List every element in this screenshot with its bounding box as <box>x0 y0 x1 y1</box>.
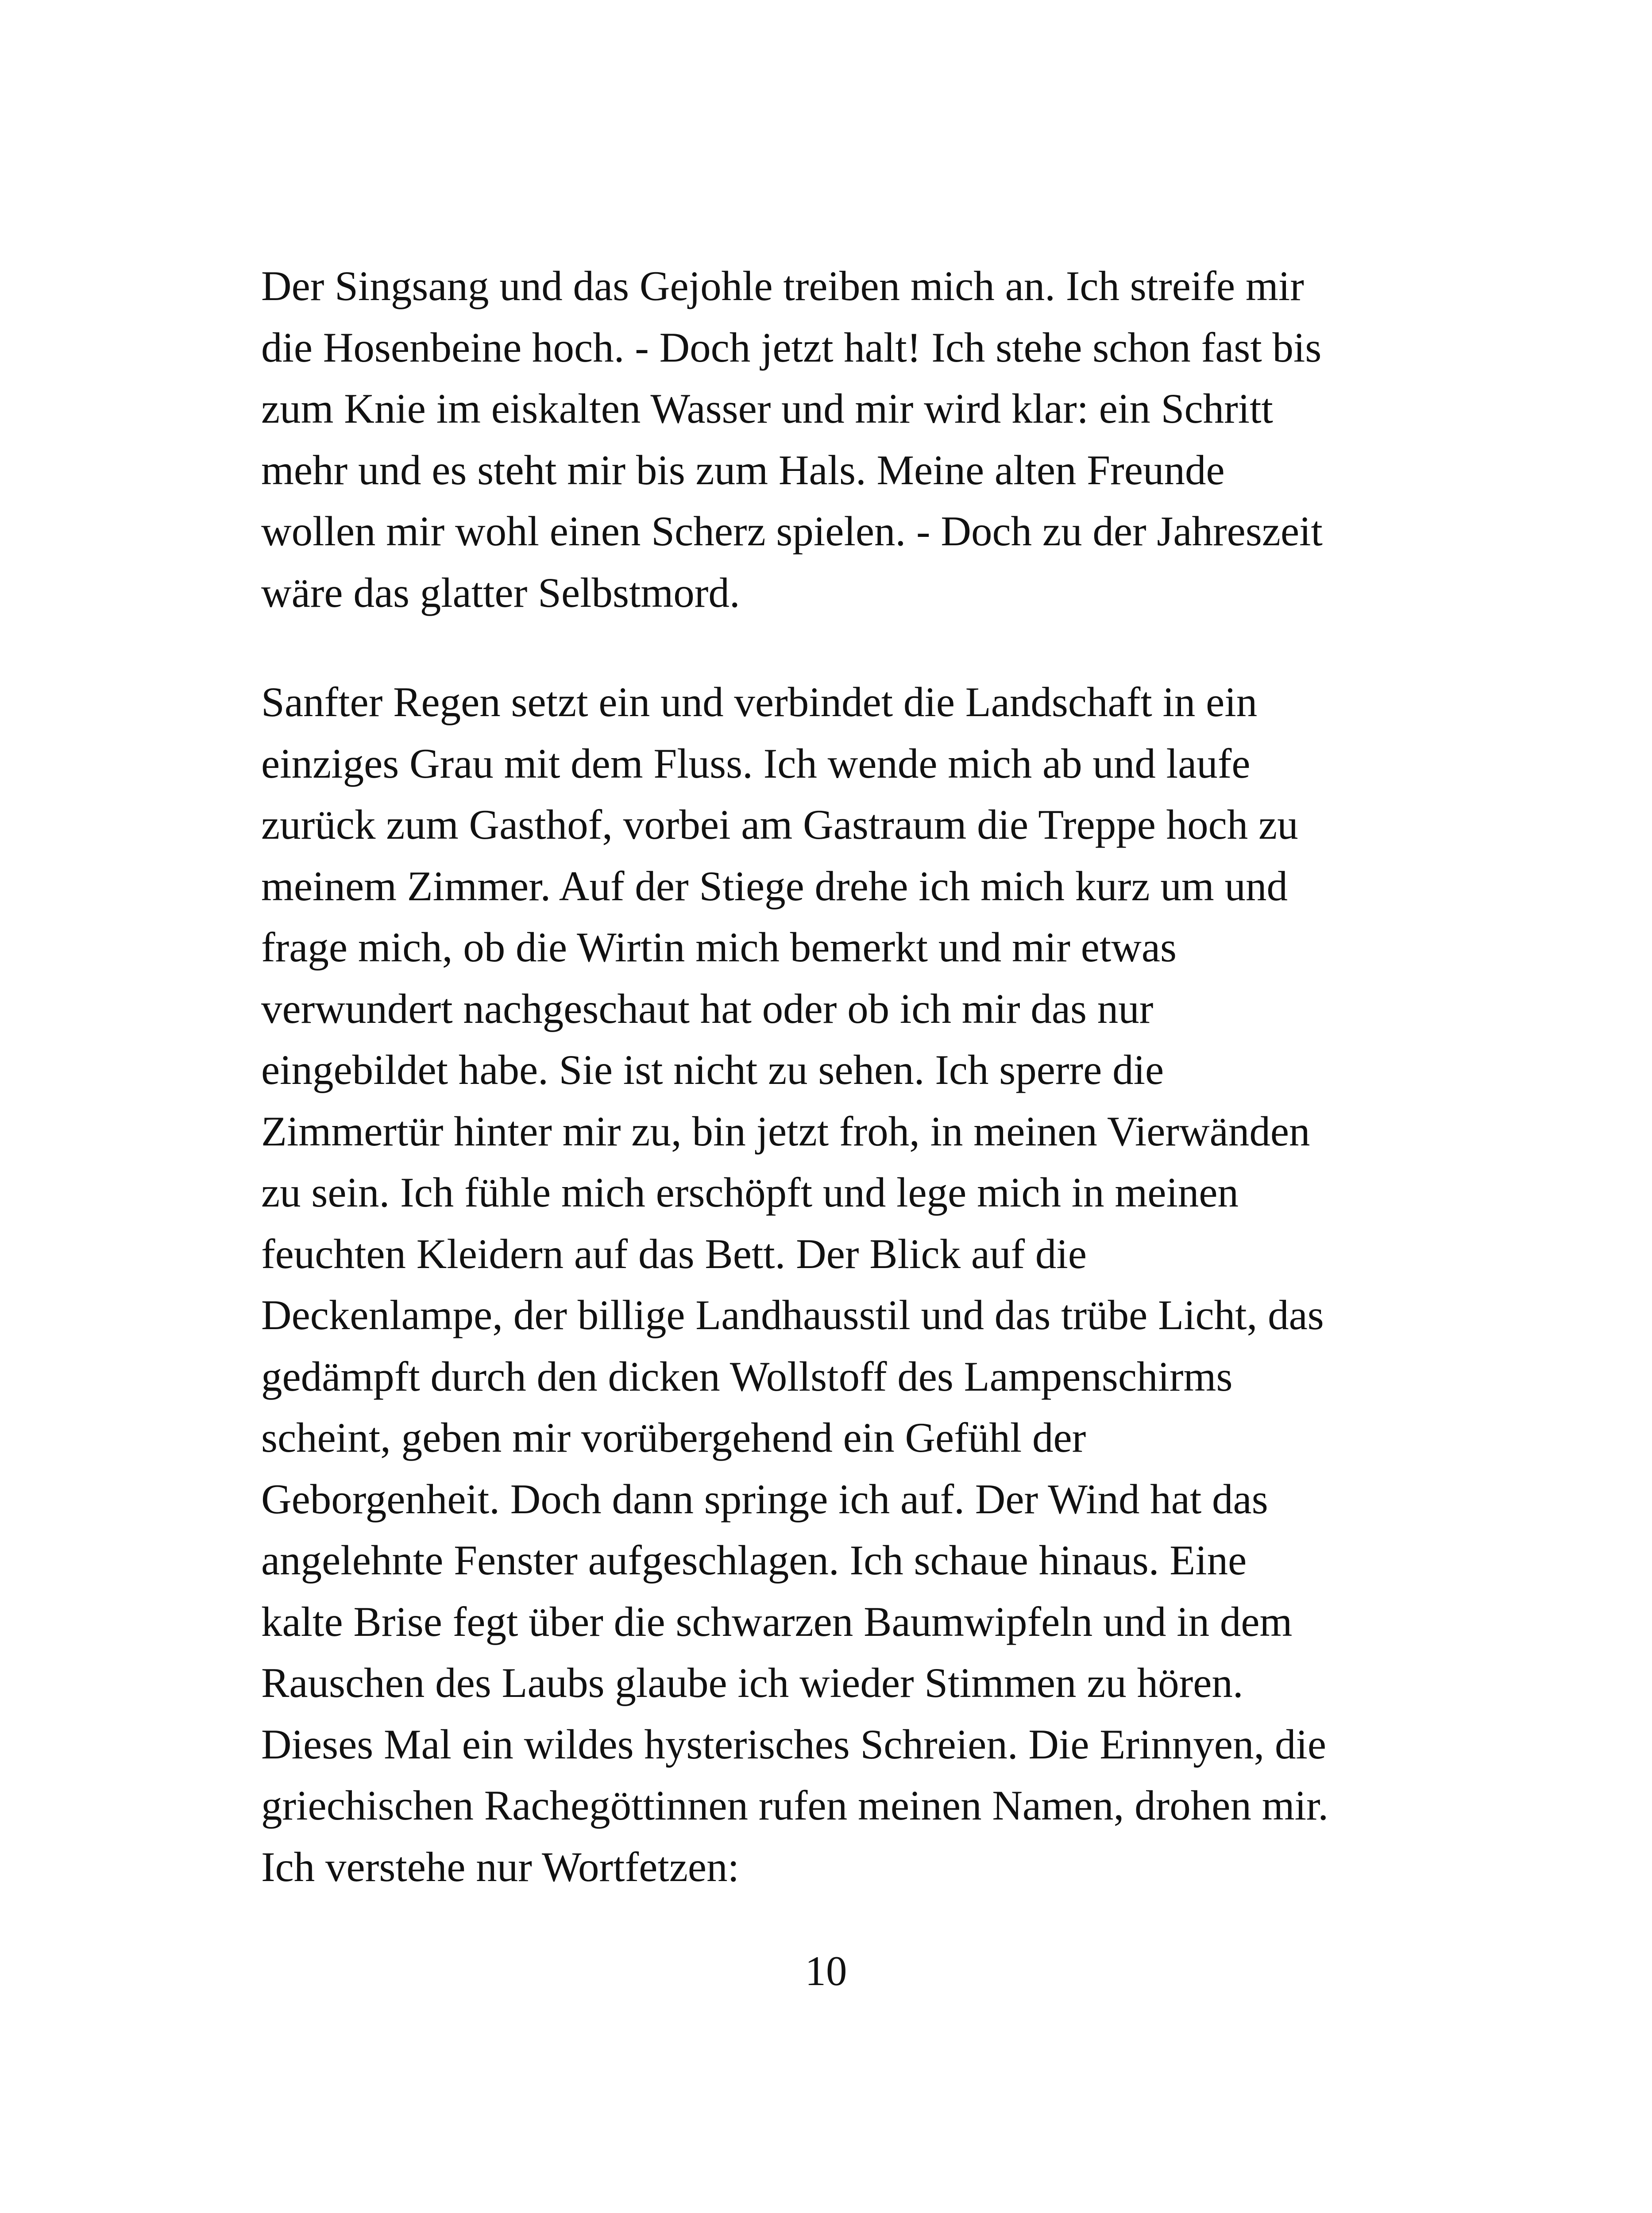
text-line: kalte Brise fegt über die schwarzen Baumwipfeln und in dem <box>261 1598 1293 1645</box>
text-line: frage mich, ob die Wirtin mich bemerkt und mir etwas <box>261 924 1177 971</box>
text-line: eingebildet habe. Sie ist nicht zu sehen. Ich sperre die <box>261 1046 1164 1093</box>
page-number: 10 <box>805 1947 847 1994</box>
text-line: mehr und es steht mir bis zum Hals. Meine alten Freunde <box>261 446 1225 493</box>
text-line: zum Knie im eiskalten Wasser und mir wird klar: ein Schritt <box>261 385 1273 432</box>
text-line: verwundert nachgeschaut hat oder ob ich mir das nur <box>261 985 1154 1032</box>
text-line: Rauschen des Laubs glaube ich wieder Stimmen zu hören. <box>261 1659 1243 1706</box>
text-line: Sanfter Regen setzt ein und verbindet die Landschaft in ein <box>261 679 1258 725</box>
paragraph-1 <box>261 255 1434 623</box>
text-line: meinem Zimmer. Auf der Stiege drehe ich mich kurz um und <box>261 862 1288 910</box>
text-line: Ich verstehe nur Wortfetzen: <box>261 1843 739 1890</box>
text-line: scheint, geben mir vorübergehend ein Gefühl der <box>261 1414 1086 1461</box>
text-line: gedämpft durch den dicken Wollstoff des Lampenschirms <box>261 1353 1233 1400</box>
text-line: zu sein. Ich fühle mich erschöpft und lege mich in meinen <box>261 1169 1239 1216</box>
text-line: einziges Grau mit dem Fluss. Ich wende mich ab und laufe <box>261 740 1251 787</box>
text-line: wäre das glatter Selbstmord. <box>261 569 740 616</box>
paragraph-2 <box>261 671 1434 1897</box>
text-line: zurück zum Gasthof, vorbei am Gastraum die Treppe hoch zu <box>261 801 1298 848</box>
text-line: griechischen Rachegöttinnen rufen meinen Namen, drohen mir. <box>261 1782 1329 1829</box>
text-line: Der Singsang und das Gejohle treiben mich an. Ich streife mir <box>261 262 1304 309</box>
text-line: Geborgenheit. Doch dann springe ich auf. Der Wind hat das <box>261 1475 1268 1523</box>
text-line: wollen mir wohl einen Scherz spielen. - Doch zu der Jahreszeit <box>261 508 1323 555</box>
text-line: Dieses Mal ein wildes hysterisches Schreien. Die Erinnyen, die <box>261 1720 1327 1768</box>
text-line: feuchten Kleidern auf das Bett. Der Blick auf die <box>261 1230 1087 1277</box>
text-line: Zimmertür hinter mir zu, bin jetzt froh, in meinen Vierwänden <box>261 1107 1310 1155</box>
text-line: die Hosenbeine hoch. - Doch jetzt halt! Ich stehe schon fast bis <box>261 324 1322 371</box>
text-line: angelehnte Fenster aufgeschlagen. Ich schaue hinaus. Eine <box>261 1537 1247 1584</box>
text-line: Deckenlampe, der billige Landhausstil und das trübe Licht, das <box>261 1292 1324 1338</box>
